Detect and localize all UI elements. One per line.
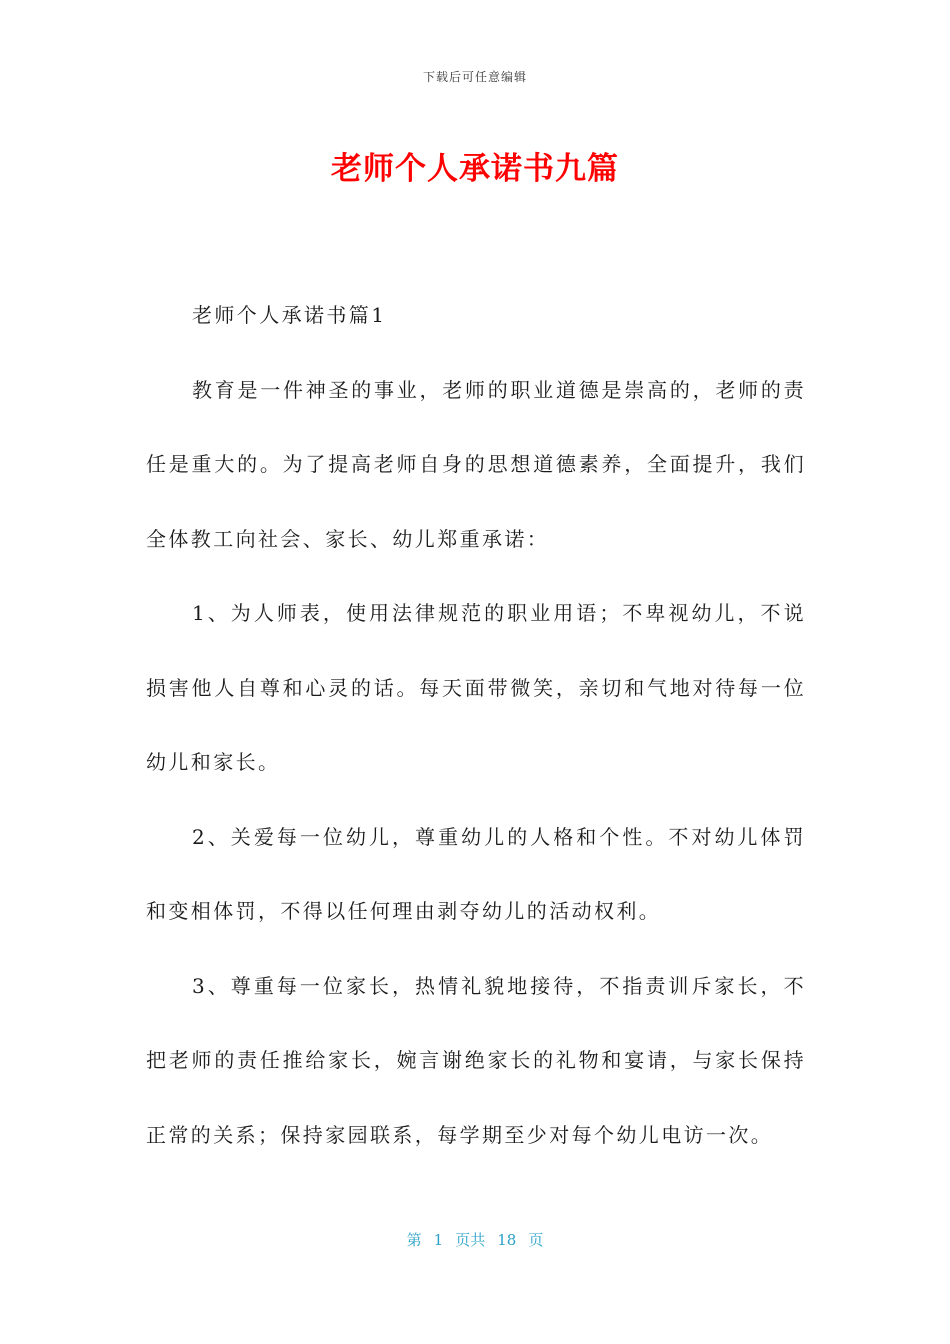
footer-total-pages: 18 — [497, 1231, 517, 1249]
paragraph-item-2: 2、关爱每一位幼儿，尊重幼儿的人格和个性。不对幼儿体罚和变相体罚，不得以任何理由剥夺幼儿的活动权利。 — [146, 824, 806, 923]
document-body — [146, 278, 806, 1172]
footer-prefix: 第 — [406, 1231, 422, 1249]
footer-middle: 页共 — [455, 1231, 486, 1249]
header-note: 下载后可任意编辑 — [422, 70, 527, 84]
footer-suffix: 页 — [528, 1231, 544, 1249]
paragraph-intro: 教育是一件神圣的事业，老师的职业道德是崇高的，老师的责任是重大的。为了提高老师自身的思想道德素养，全面提升，我们全体教工向社会、家长、幼儿郑重承诺： — [146, 377, 806, 551]
document-title: 老师个人承诺书九篇 — [331, 151, 619, 187]
paragraph-item-1: 1、为人师表，使用法律规范的职业用语；不卑视幼儿，不说损害他人自尊和心灵的话。每天面带微笑，亲切和气地对待每一位幼儿和家长。 — [146, 601, 806, 774]
section-heading: 老师个人承诺书篇1 — [192, 303, 387, 327]
paragraph-item-3: 3、尊重每一位家长，热情礼貌地接待，不指责训斥家长，不把老师的责任推给家长，婉言谢绝家长的礼物和宴请，与家长保持正常的关系；保持家园联系，每学期至少对每个幼儿电访一次。 — [146, 973, 806, 1147]
footer-page-number: 1 — [433, 1231, 444, 1249]
page-footer — [0, 1229, 950, 1250]
